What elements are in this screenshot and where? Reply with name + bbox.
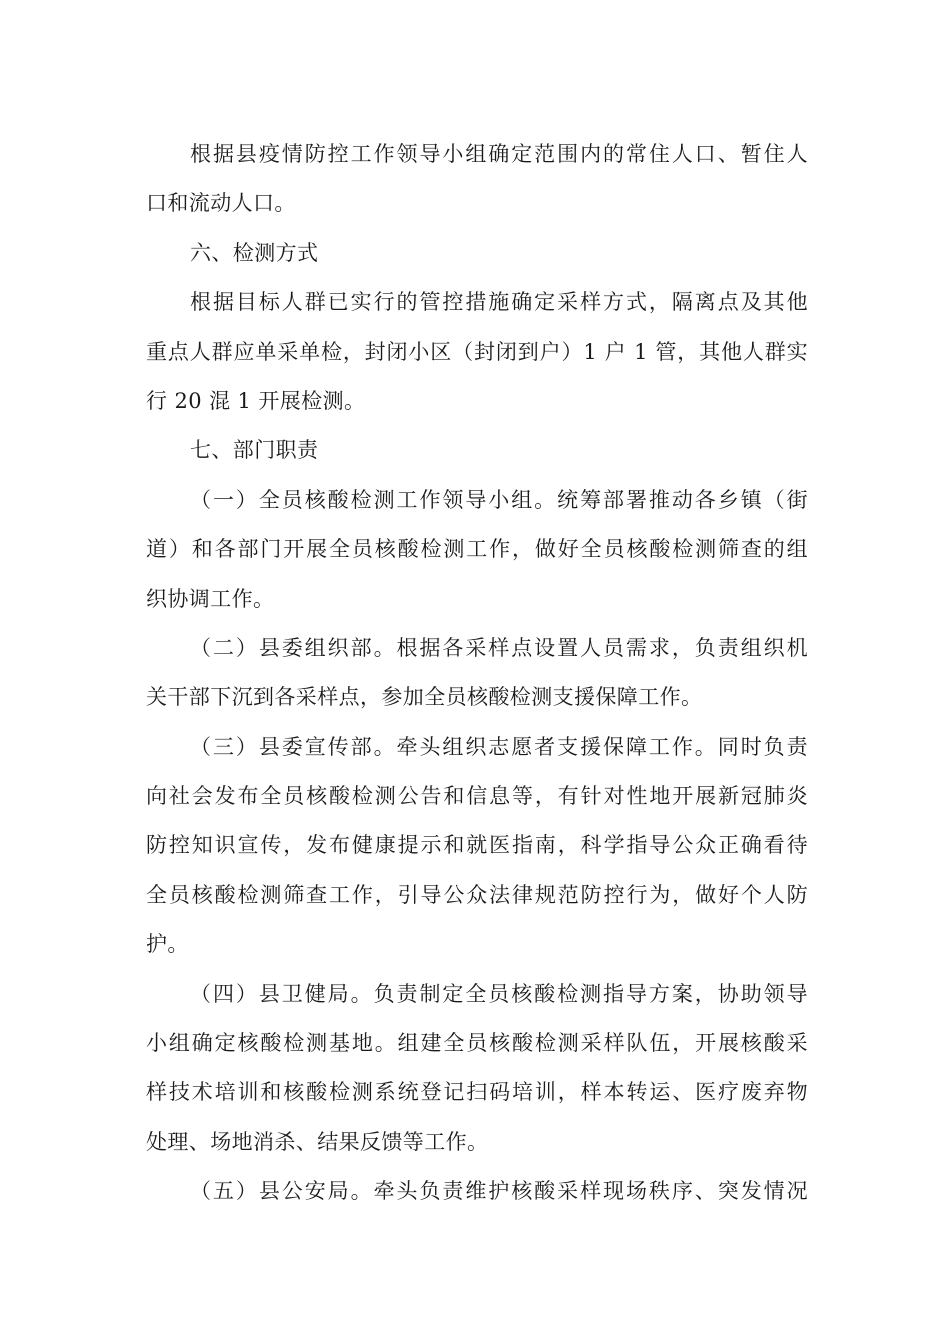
paragraph-line: 防控知识宣传，发布健康提示和就医指南，科学指导公众正确看待 bbox=[146, 833, 808, 858]
paragraph-line: 护。 bbox=[146, 932, 189, 957]
paragraph-line: 重点人群应单采单检，封闭小区（封闭到户）1 户 1 管，其他人群实 bbox=[146, 339, 808, 364]
section-heading: 六、检测方式 bbox=[190, 240, 319, 265]
document-body bbox=[146, 130, 808, 1217]
paragraph-line: 行 20 混 1 开展检测。 bbox=[146, 388, 366, 413]
paragraph-line: 根据目标人群已实行的管控措施确定采样方式，隔离点及其他 bbox=[190, 290, 808, 315]
paragraph-line: （四）县卫健局。负责制定全员核酸检测指导方案，协助领导 bbox=[190, 981, 808, 1006]
paragraph-line: （一）全员核酸检测工作领导小组。统筹部署推动各乡镇（街 bbox=[190, 487, 808, 512]
paragraph-line: 道）和各部门开展全员核酸检测工作，做好全员核酸检测筛查的组 bbox=[146, 537, 808, 562]
paragraph-line: 全员核酸检测筛查工作，引导公众法律规范防控行为，做好个人防 bbox=[146, 882, 808, 907]
paragraph-line: 向社会发布全员核酸检测公告和信息等，有针对性地开展新冠肺炎 bbox=[146, 784, 808, 809]
paragraph-line: 口和流动人口。 bbox=[146, 191, 296, 216]
paragraph-line: 根据县疫情防控工作领导小组确定范围内的常住人口、暂住人 bbox=[190, 142, 808, 166]
paragraph-line: 织协调工作。 bbox=[146, 586, 275, 611]
paragraph-line: 关干部下沉到各采样点，参加全员核酸检测支援保障工作。 bbox=[146, 685, 703, 710]
paragraph-line: （五）县公安局。牵头负责维护核酸采样现场秩序、突发情况 bbox=[190, 1179, 808, 1204]
paragraph-line: 小组确定核酸检测基地。组建全员核酸检测采样队伍，开展核酸采 bbox=[146, 1031, 808, 1056]
paragraph-line: （二）县委组织部。根据各采样点设置人员需求，负责组织机 bbox=[190, 635, 808, 660]
paragraph-line: 处理、场地消杀、结果反馈等工作。 bbox=[146, 1129, 489, 1154]
paragraph-line: （三）县委宣传部。牵头组织志愿者支援保障工作。同时负责 bbox=[190, 734, 808, 759]
paragraph-line: 样技术培训和核酸检测系统登记扫码培训，样本转运、医疗废弃物 bbox=[146, 1080, 808, 1105]
section-heading: 七、部门职责 bbox=[190, 438, 319, 463]
